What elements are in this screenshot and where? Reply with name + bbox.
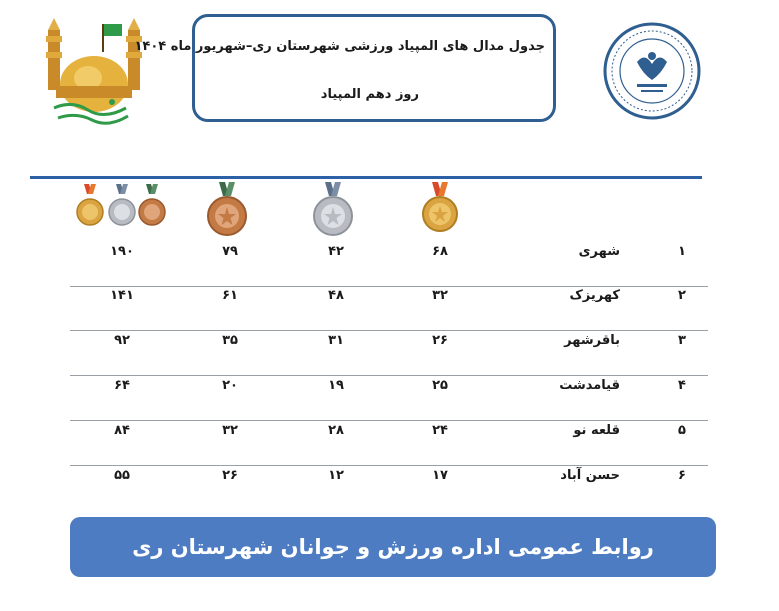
- page-title: جدول مدال های المپیاد ورزشی شهرستان ری–شهریور ماه ۱۴۰۴: [134, 39, 545, 54]
- silver-cell: ۴۲: [328, 244, 344, 259]
- table-row: [70, 367, 708, 411]
- table-row: [70, 233, 708, 277]
- footer-banner: روابط عمومی اداره ورزش و جوانان شهرستان ری: [70, 517, 716, 577]
- table-row: [70, 412, 708, 456]
- total-cell: ۵۵: [114, 468, 130, 483]
- total-cell: ۹۲: [114, 333, 130, 348]
- header-divider: [30, 176, 702, 179]
- rank-cell: ۱: [678, 244, 686, 259]
- shrine-logo: [42, 16, 146, 126]
- bronze-cell: ۳۵: [222, 333, 238, 348]
- bronze-cell: ۳۲: [222, 423, 238, 438]
- silver-cell: ۴۸: [328, 288, 344, 303]
- name-cell: قلعه نو: [573, 423, 620, 438]
- gold-cell: ۳۲: [432, 288, 448, 303]
- rank-cell: ۵: [678, 423, 686, 438]
- total-cell: ۶۴: [114, 378, 130, 393]
- total-medals-icon: [76, 184, 168, 228]
- title-box: [134, 14, 556, 122]
- total-cell: ۱۴۱: [110, 288, 134, 303]
- name-cell: شهری: [578, 244, 620, 259]
- silver-cell: ۲۸: [328, 423, 344, 438]
- gold-cell: ۲۴: [432, 423, 448, 438]
- silver-medal-icon: [311, 182, 355, 236]
- name-cell: قیامدشت: [559, 378, 620, 393]
- name-cell: کهریزک: [569, 288, 620, 303]
- gold-medal-icon: [420, 182, 460, 232]
- table-row: [70, 322, 708, 366]
- bronze-cell: ۷۹: [222, 244, 238, 259]
- bronze-cell: ۲۶: [222, 468, 238, 483]
- table-row: [70, 457, 708, 501]
- organization-seal: [603, 22, 701, 120]
- rank-cell: ۴: [678, 378, 686, 393]
- name-cell: باقرشهر: [564, 333, 620, 348]
- rank-cell: ۲: [678, 288, 686, 303]
- silver-cell: ۱۹: [328, 378, 344, 393]
- bronze-medal-icon: [205, 182, 249, 236]
- rank-cell: ۳: [678, 333, 686, 348]
- total-cell: ۱۹۰: [110, 244, 134, 259]
- page-subtitle: روز دهم المپیاد: [320, 87, 419, 102]
- total-cell: ۸۴: [114, 423, 130, 438]
- silver-cell: ۳۱: [328, 333, 344, 348]
- gold-cell: ۲۶: [432, 333, 448, 348]
- table-row: [70, 277, 708, 321]
- gold-cell: ۱۷: [432, 468, 448, 483]
- gold-cell: ۲۵: [432, 378, 448, 393]
- gold-cell: ۶۸: [432, 244, 448, 259]
- rank-cell: ۶: [678, 468, 686, 483]
- bronze-cell: ۲۰: [222, 378, 238, 393]
- bronze-cell: ۶۱: [222, 288, 238, 303]
- silver-cell: ۱۲: [328, 468, 344, 483]
- name-cell: حسن آباد: [560, 468, 620, 483]
